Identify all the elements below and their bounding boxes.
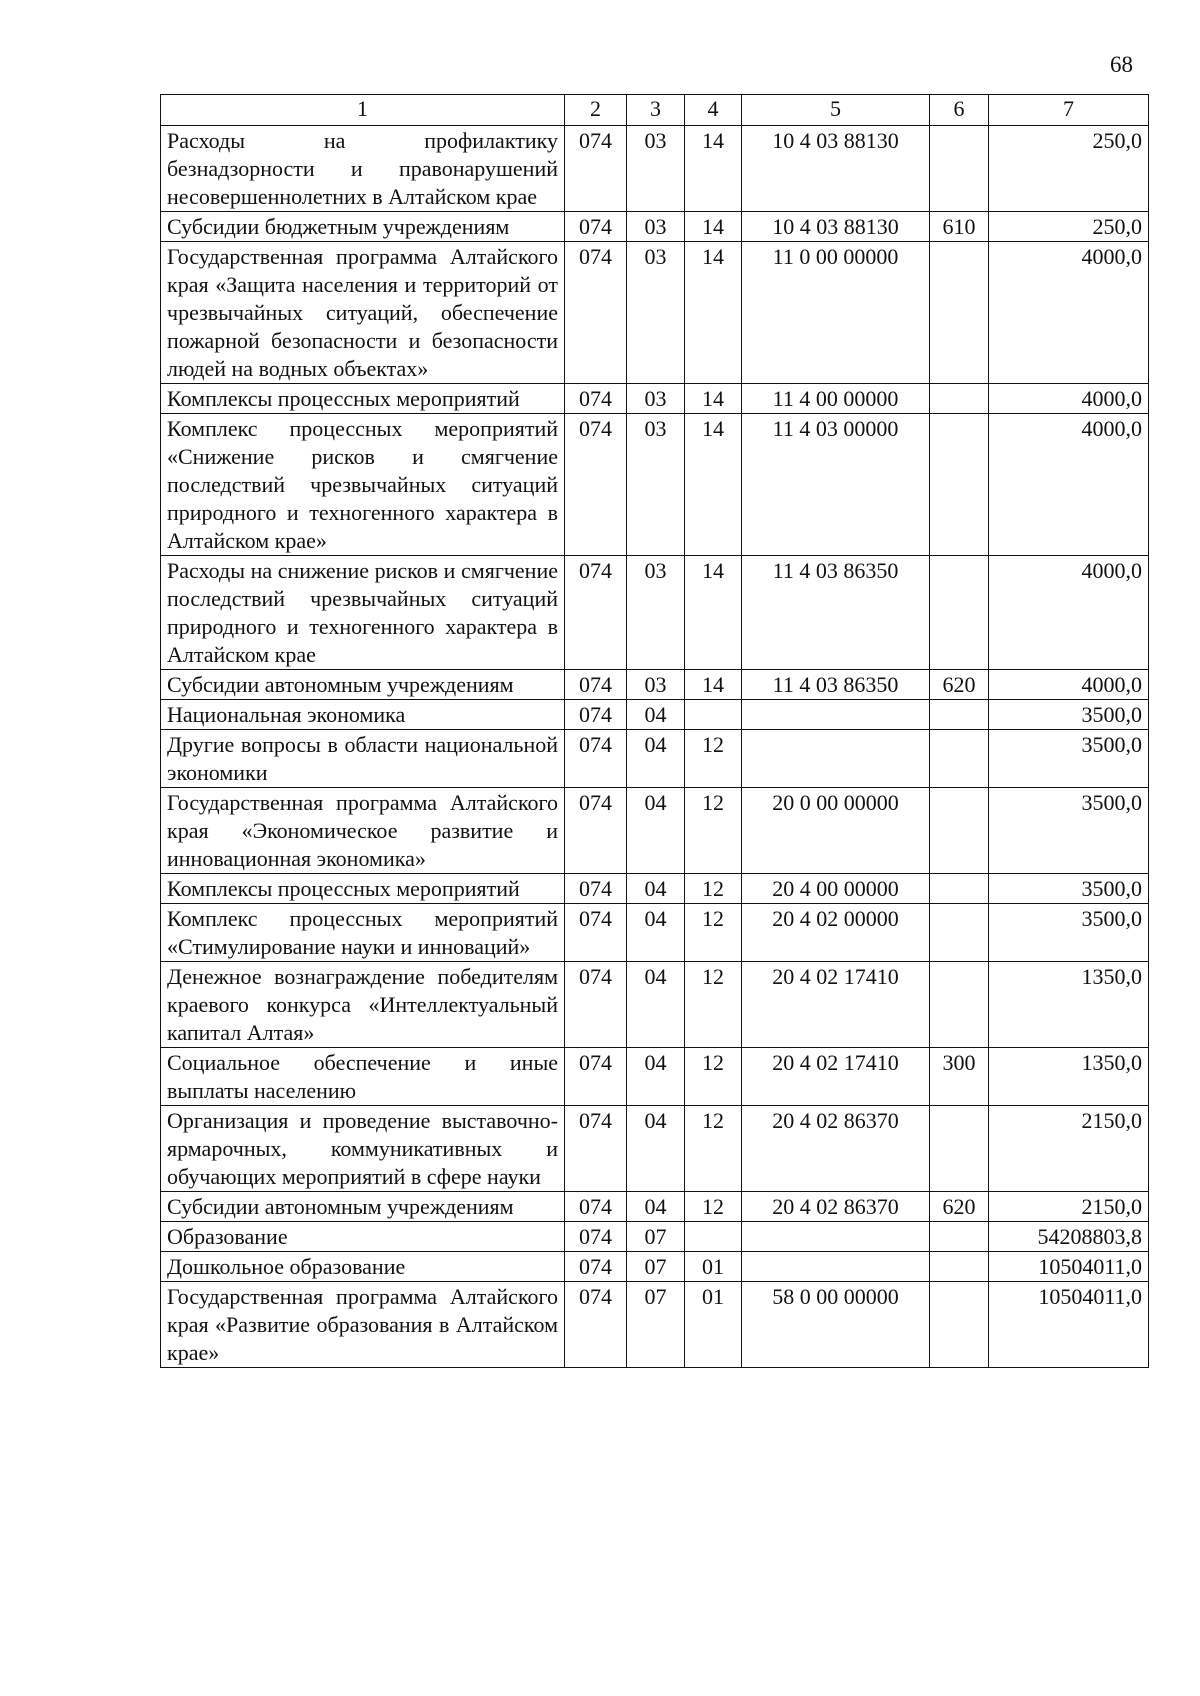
row-name-cell: Комплексы процессных мероприятий xyxy=(161,874,565,904)
table-row xyxy=(161,1048,1149,1106)
grbs-code-cell: 074 xyxy=(565,788,627,874)
expense-type-cell: 620 xyxy=(930,1192,989,1222)
grbs-code-cell: 074 xyxy=(565,1282,627,1368)
expense-type-cell: 610 xyxy=(930,212,989,242)
table-row xyxy=(161,700,1149,730)
column-header-7: 7 xyxy=(989,95,1149,126)
section-code-cell: 03 xyxy=(627,242,685,384)
grbs-code-cell: 074 xyxy=(565,1222,627,1252)
row-name-cell: Государственная программа Алтайского края «Экономическое развитие и инновационная экономика» xyxy=(161,788,565,874)
row-name-cell: Денежное вознаграждение победителям краевого конкурса «Интеллектуальный капитал Алтая» xyxy=(161,962,565,1048)
subsection-code-cell: 14 xyxy=(685,384,742,414)
table-row xyxy=(161,874,1149,904)
grbs-code-cell: 074 xyxy=(565,212,627,242)
row-name-cell: Субсидии автономным учреждениям xyxy=(161,670,565,700)
row-name-cell: Комплексы процессных мероприятий xyxy=(161,384,565,414)
subsection-code-cell xyxy=(685,700,742,730)
target-article-cell xyxy=(742,1252,930,1282)
expense-type-cell xyxy=(930,904,989,962)
target-article-cell: 11 4 03 00000 xyxy=(742,414,930,556)
grbs-code-cell: 074 xyxy=(565,730,627,788)
row-name-cell: Организация и проведение выставочно-ярмарочных, коммуникативных и обучающих мероприятий в сфере науки xyxy=(161,1106,565,1192)
grbs-code-cell: 074 xyxy=(565,874,627,904)
subsection-code-cell: 12 xyxy=(685,874,742,904)
amount-cell: 4000,0 xyxy=(989,556,1149,670)
section-code-cell: 04 xyxy=(627,904,685,962)
row-name-cell: Образование xyxy=(161,1222,565,1252)
page-number: 68 xyxy=(1110,52,1133,77)
table-row xyxy=(161,212,1149,242)
subsection-code-cell xyxy=(685,1222,742,1252)
row-name-cell: Социальное обеспечение и иные выплаты населению xyxy=(161,1048,565,1106)
header-row xyxy=(161,95,1149,126)
section-code-cell: 07 xyxy=(627,1252,685,1282)
subsection-code-cell: 14 xyxy=(685,242,742,384)
expense-type-cell xyxy=(930,384,989,414)
section-code-cell: 04 xyxy=(627,1048,685,1106)
table-row xyxy=(161,1106,1149,1192)
table-row xyxy=(161,962,1149,1048)
row-name-cell: Комплекс процессных мероприятий «Стимулирование науки и инноваций» xyxy=(161,904,565,962)
amount-cell: 54208803,8 xyxy=(989,1222,1149,1252)
grbs-code-cell: 074 xyxy=(565,414,627,556)
amount-cell: 3500,0 xyxy=(989,700,1149,730)
row-name-cell: Комплекс процессных мероприятий «Снижение рисков и смягчение последствий чрезвычайных ситуаций природного и техногенного характера в Алтайском крае» xyxy=(161,414,565,556)
amount-cell: 2150,0 xyxy=(989,1106,1149,1192)
column-header-4: 4 xyxy=(685,95,742,126)
section-code-cell: 03 xyxy=(627,556,685,670)
table-row xyxy=(161,788,1149,874)
table-row xyxy=(161,670,1149,700)
column-header-5: 5 xyxy=(742,95,930,126)
amount-cell: 4000,0 xyxy=(989,384,1149,414)
amount-cell: 1350,0 xyxy=(989,962,1149,1048)
target-article-cell: 20 0 00 00000 xyxy=(742,788,930,874)
subsection-code-cell: 14 xyxy=(685,414,742,556)
grbs-code-cell: 074 xyxy=(565,670,627,700)
row-name-cell: Субсидии автономным учреждениям xyxy=(161,1192,565,1222)
section-code-cell: 03 xyxy=(627,414,685,556)
subsection-code-cell: 12 xyxy=(685,1048,742,1106)
column-header-6: 6 xyxy=(930,95,989,126)
amount-cell: 3500,0 xyxy=(989,788,1149,874)
target-article-cell: 10 4 03 88130 xyxy=(742,212,930,242)
grbs-code-cell: 074 xyxy=(565,1192,627,1222)
amount-cell: 3500,0 xyxy=(989,904,1149,962)
section-code-cell: 04 xyxy=(627,700,685,730)
target-article-cell xyxy=(742,730,930,788)
amount-cell: 3500,0 xyxy=(989,730,1149,788)
subsection-code-cell: 01 xyxy=(685,1252,742,1282)
expense-type-cell xyxy=(930,1282,989,1368)
table-row xyxy=(161,1252,1149,1282)
section-code-cell: 03 xyxy=(627,670,685,700)
row-name-cell: Субсидии бюджетным учреждениям xyxy=(161,212,565,242)
section-code-cell: 03 xyxy=(627,384,685,414)
expense-type-cell: 300 xyxy=(930,1048,989,1106)
grbs-code-cell: 074 xyxy=(565,1252,627,1282)
expense-type-cell xyxy=(930,414,989,556)
expense-type-cell xyxy=(930,1252,989,1282)
expense-type-cell xyxy=(930,874,989,904)
amount-cell: 4000,0 xyxy=(989,414,1149,556)
table-row xyxy=(161,242,1149,384)
subsection-code-cell: 14 xyxy=(685,556,742,670)
grbs-code-cell: 074 xyxy=(565,962,627,1048)
expense-type-cell xyxy=(930,788,989,874)
grbs-code-cell: 074 xyxy=(565,700,627,730)
grbs-code-cell: 074 xyxy=(565,126,627,212)
section-code-cell: 04 xyxy=(627,1192,685,1222)
amount-cell: 1350,0 xyxy=(989,1048,1149,1106)
section-code-cell: 04 xyxy=(627,788,685,874)
expense-type-cell xyxy=(930,1222,989,1252)
section-code-cell: 04 xyxy=(627,962,685,1048)
target-article-cell: 58 0 00 00000 xyxy=(742,1282,930,1368)
target-article-cell: 11 4 00 00000 xyxy=(742,384,930,414)
amount-cell: 250,0 xyxy=(989,212,1149,242)
column-header-3: 3 xyxy=(627,95,685,126)
table-row xyxy=(161,1192,1149,1222)
target-article-cell: 11 4 03 86350 xyxy=(742,670,930,700)
row-name-cell: Национальная экономика xyxy=(161,700,565,730)
amount-cell: 10504011,0 xyxy=(989,1282,1149,1368)
table-row xyxy=(161,556,1149,670)
table-row xyxy=(161,126,1149,212)
grbs-code-cell: 074 xyxy=(565,242,627,384)
target-article-cell xyxy=(742,700,930,730)
grbs-code-cell: 074 xyxy=(565,556,627,670)
target-article-cell: 20 4 00 00000 xyxy=(742,874,930,904)
expense-type-cell xyxy=(930,1106,989,1192)
section-code-cell: 03 xyxy=(627,212,685,242)
grbs-code-cell: 074 xyxy=(565,1106,627,1192)
table-row xyxy=(161,1282,1149,1368)
grbs-code-cell: 074 xyxy=(565,904,627,962)
target-article-cell: 10 4 03 88130 xyxy=(742,126,930,212)
subsection-code-cell: 12 xyxy=(685,788,742,874)
row-name-cell: Государственная программа Алтайского края «Развитие образования в Алтайском крае» xyxy=(161,1282,565,1368)
subsection-code-cell: 12 xyxy=(685,730,742,788)
amount-cell: 4000,0 xyxy=(989,242,1149,384)
subsection-code-cell: 14 xyxy=(685,670,742,700)
section-code-cell: 07 xyxy=(627,1222,685,1252)
subsection-code-cell: 12 xyxy=(685,904,742,962)
table-row xyxy=(161,384,1149,414)
subsection-code-cell: 01 xyxy=(685,1282,742,1368)
expense-type-cell xyxy=(930,126,989,212)
target-article-cell: 11 0 00 00000 xyxy=(742,242,930,384)
subsection-code-cell: 12 xyxy=(685,1106,742,1192)
target-article-cell: 20 4 02 17410 xyxy=(742,962,930,1048)
section-code-cell: 03 xyxy=(627,126,685,212)
expense-type-cell xyxy=(930,962,989,1048)
amount-cell: 4000,0 xyxy=(989,670,1149,700)
column-header-1: 1 xyxy=(161,95,565,126)
expense-type-cell xyxy=(930,242,989,384)
row-name-cell: Расходы на снижение рисков и смягчение последствий чрезвычайных ситуаций природного и техногенного характера в Алтайском крае xyxy=(161,556,565,670)
expense-type-cell xyxy=(930,730,989,788)
target-article-cell: 20 4 02 00000 xyxy=(742,904,930,962)
section-code-cell: 04 xyxy=(627,1106,685,1192)
target-article-cell xyxy=(742,1222,930,1252)
target-article-cell: 20 4 02 86370 xyxy=(742,1192,930,1222)
table-row xyxy=(161,414,1149,556)
grbs-code-cell: 074 xyxy=(565,1048,627,1106)
table-row xyxy=(161,904,1149,962)
target-article-cell: 20 4 02 17410 xyxy=(742,1048,930,1106)
row-name-cell: Расходы на профилактику безнадзорности и правонарушений несовершеннолетних в Алтайском крае xyxy=(161,126,565,212)
row-name-cell: Государственная программа Алтайского края «Защита населения и территорий от чрезвычайных ситуаций, обеспечение пожарной безопасности и безопасности людей на водных объектах» xyxy=(161,242,565,384)
row-name-cell: Дошкольное образование xyxy=(161,1252,565,1282)
subsection-code-cell: 12 xyxy=(685,1192,742,1222)
table-row xyxy=(161,1222,1149,1252)
section-code-cell: 04 xyxy=(627,874,685,904)
section-code-cell: 04 xyxy=(627,730,685,788)
subsection-code-cell: 12 xyxy=(685,962,742,1048)
subsection-code-cell: 14 xyxy=(685,212,742,242)
row-name-cell: Другие вопросы в области национальной экономики xyxy=(161,730,565,788)
target-article-cell: 11 4 03 86350 xyxy=(742,556,930,670)
column-header-2: 2 xyxy=(565,95,627,126)
amount-cell: 3500,0 xyxy=(989,874,1149,904)
target-article-cell: 20 4 02 86370 xyxy=(742,1106,930,1192)
subsection-code-cell: 14 xyxy=(685,126,742,212)
table-body xyxy=(161,126,1149,1368)
expense-type-cell xyxy=(930,700,989,730)
amount-cell: 10504011,0 xyxy=(989,1252,1149,1282)
grbs-code-cell: 074 xyxy=(565,384,627,414)
section-code-cell: 07 xyxy=(627,1282,685,1368)
amount-cell: 2150,0 xyxy=(989,1192,1149,1222)
expense-type-cell xyxy=(930,556,989,670)
expense-type-cell: 620 xyxy=(930,670,989,700)
budget-table xyxy=(160,94,1149,1368)
amount-cell: 250,0 xyxy=(989,126,1149,212)
table-row xyxy=(161,730,1149,788)
